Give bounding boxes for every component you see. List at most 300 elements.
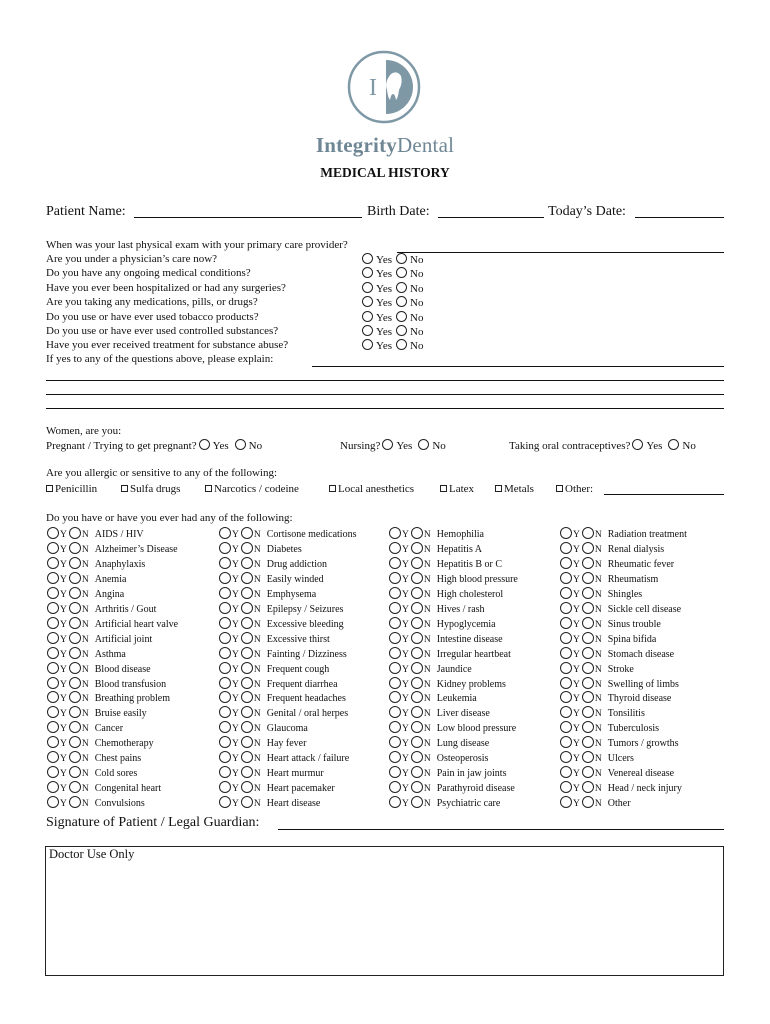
condition-n-radio[interactable] <box>69 662 81 674</box>
condition-n-radio[interactable] <box>582 647 594 659</box>
condition-n-radio[interactable] <box>582 736 594 748</box>
condition-y-label: Y <box>573 634 580 645</box>
condition-n-radio[interactable] <box>411 602 423 614</box>
condition-n-label: N <box>594 739 602 750</box>
condition-n-radio[interactable] <box>69 706 81 718</box>
condition-n-radio[interactable] <box>411 721 423 733</box>
condition-y-radio[interactable] <box>47 602 59 614</box>
condition-y-radio[interactable] <box>47 721 59 733</box>
condition-y-radio[interactable] <box>219 751 231 763</box>
local-anesthetics-checkbox[interactable] <box>329 485 336 492</box>
condition-n-radio[interactable] <box>582 781 594 793</box>
condition-n-radio[interactable] <box>582 602 594 614</box>
condition-item <box>47 796 145 809</box>
condition-n-label: N <box>253 724 261 735</box>
condition-n-radio[interactable] <box>241 706 253 718</box>
condition-n-label: N <box>594 604 602 615</box>
condition-y-radio[interactable] <box>560 736 572 748</box>
condition-n-radio[interactable] <box>582 751 594 763</box>
no-radio[interactable] <box>396 253 407 264</box>
exam-date-field[interactable] <box>397 252 724 253</box>
condition-y-radio[interactable] <box>560 721 572 733</box>
condition-item <box>219 617 344 630</box>
condition-y-label: Y <box>402 724 409 735</box>
condition-y-label: Y <box>573 530 580 540</box>
condition-label: Ulcers <box>607 753 634 765</box>
condition-label: Blood transfusion <box>94 678 167 690</box>
condition-n-radio[interactable] <box>582 557 594 569</box>
condition-n-radio[interactable] <box>241 662 253 674</box>
allergy-latex[interactable] <box>440 483 474 495</box>
yes-label: Yes <box>376 311 393 324</box>
condition-y-radio[interactable] <box>219 527 231 539</box>
metals-checkbox[interactable] <box>495 485 502 492</box>
condition-n-radio[interactable] <box>241 617 253 629</box>
condition-n-radio[interactable] <box>411 542 423 554</box>
condition-y-radio[interactable] <box>389 617 401 629</box>
condition-item <box>560 587 642 600</box>
condition-y-radio[interactable] <box>47 736 59 748</box>
condition-y-radio[interactable] <box>47 751 59 763</box>
condition-y-label: Y <box>573 559 580 570</box>
condition-label: Cortisone medications <box>266 529 357 540</box>
condition-n-radio[interactable] <box>69 796 81 808</box>
condition-y-radio[interactable] <box>389 721 401 733</box>
condition-n-radio[interactable] <box>241 632 253 644</box>
condition-label: Alzheimer’s Disease <box>94 543 178 555</box>
condition-n-radio[interactable] <box>582 721 594 733</box>
today-date-label: Today’s Date: <box>548 204 626 219</box>
condition-n-label: N <box>423 754 431 765</box>
condition-y-radio[interactable] <box>389 572 401 584</box>
allergy-local-anesthetics[interactable] <box>329 483 414 495</box>
condition-n-label: N <box>423 604 431 615</box>
condition-y-label: Y <box>573 679 580 690</box>
sulfa-checkbox[interactable] <box>121 485 128 492</box>
condition-label: Renal dialysis <box>607 543 665 555</box>
condition-y-radio[interactable] <box>47 632 59 644</box>
no-radio[interactable] <box>396 267 407 278</box>
condition-y-radio[interactable] <box>47 542 59 554</box>
no-radio[interactable] <box>396 339 407 350</box>
condition-n-radio[interactable] <box>241 602 253 614</box>
condition-y-label: Y <box>402 589 409 600</box>
condition-y-label: Y <box>573 769 580 780</box>
condition-n-radio[interactable] <box>69 677 81 689</box>
condition-y-label: Y <box>232 739 239 750</box>
condition-n-radio[interactable] <box>411 527 423 539</box>
condition-n-label: N <box>81 649 89 660</box>
condition-y-radio[interactable] <box>389 587 401 599</box>
condition-y-radio[interactable] <box>560 662 572 674</box>
question-5: Do you use or have ever used tobacco products? <box>46 310 259 323</box>
condition-item <box>47 691 170 704</box>
condition-y-radio[interactable] <box>389 542 401 554</box>
condition-y-radio[interactable] <box>560 527 572 539</box>
condition-y-radio[interactable] <box>560 632 572 644</box>
condition-y-radio[interactable] <box>389 602 401 614</box>
condition-item <box>389 781 515 794</box>
yes-radio[interactable] <box>362 339 373 350</box>
condition-y-radio[interactable] <box>219 691 231 703</box>
condition-y-label: Y <box>573 544 580 555</box>
condition-item <box>47 677 166 690</box>
condition-item <box>219 736 306 749</box>
condition-label: Anemia <box>94 573 127 585</box>
condition-y-radio[interactable] <box>560 602 572 614</box>
allergy-metals[interactable] <box>495 483 534 495</box>
condition-n-radio[interactable] <box>582 796 594 808</box>
condition-n-radio[interactable] <box>69 691 81 703</box>
condition-y-label: Y <box>402 530 409 540</box>
condition-item <box>560 527 687 540</box>
condition-n-radio[interactable] <box>582 587 594 599</box>
no-radio[interactable] <box>396 282 407 293</box>
condition-y-radio[interactable] <box>219 647 231 659</box>
condition-n-radio[interactable] <box>241 572 253 584</box>
allergy-label: Sulfa drugs <box>130 483 181 495</box>
explain-field-1[interactable] <box>312 366 724 367</box>
condition-y-label: Y <box>573 664 580 675</box>
condition-n-radio[interactable] <box>241 796 253 808</box>
condition-n-radio[interactable] <box>582 706 594 718</box>
condition-n-radio[interactable] <box>241 736 253 748</box>
condition-n-radio[interactable] <box>582 662 594 674</box>
condition-y-label: Y <box>402 574 409 585</box>
condition-label: Leukemia <box>436 693 477 705</box>
condition-n-radio[interactable] <box>241 691 253 703</box>
yes-radio[interactable] <box>362 267 373 278</box>
women-heading: Women, are you: <box>46 425 122 437</box>
condition-label: Artificial joint <box>94 633 153 645</box>
condition-y-radio[interactable] <box>389 706 401 718</box>
condition-n-label: N <box>423 679 431 690</box>
condition-n-label: N <box>81 634 89 645</box>
condition-y-radio[interactable] <box>560 557 572 569</box>
allergy-other[interactable] <box>556 483 593 495</box>
allergy-penicillin[interactable] <box>46 483 97 495</box>
condition-y-radio[interactable] <box>560 691 572 703</box>
condition-n-radio[interactable] <box>582 542 594 554</box>
latex-checkbox[interactable] <box>440 485 447 492</box>
condition-y-label: Y <box>232 649 239 660</box>
signature-field[interactable] <box>278 829 724 830</box>
condition-y-label: Y <box>402 694 409 705</box>
condition-item <box>219 587 316 600</box>
explain-field-2[interactable] <box>46 380 724 381</box>
condition-item <box>560 662 634 675</box>
condition-n-label: N <box>594 559 602 570</box>
yes-label: Yes <box>376 340 393 353</box>
no-radio[interactable] <box>396 311 407 322</box>
condition-y-radio[interactable] <box>219 796 231 808</box>
form-title: MEDICAL HISTORY <box>320 165 450 180</box>
condition-item <box>389 706 490 719</box>
condition-n-radio[interactable] <box>241 766 253 778</box>
condition-item <box>219 527 356 540</box>
pregnant-label: Pregnant / Trying to get pregnant? <box>46 440 197 452</box>
condition-y-radio[interactable] <box>389 736 401 748</box>
condition-n-radio[interactable] <box>241 647 253 659</box>
condition-y-radio[interactable] <box>389 781 401 793</box>
condition-label: Excessive thirst <box>266 633 330 645</box>
condition-n-label: N <box>423 589 431 600</box>
condition-y-radio[interactable] <box>560 647 572 659</box>
condition-y-radio[interactable] <box>219 662 231 674</box>
condition-item <box>389 662 472 675</box>
condition-y-radio[interactable] <box>560 572 572 584</box>
condition-n-radio[interactable] <box>411 662 423 674</box>
condition-y-label: Y <box>60 530 67 540</box>
pregnant-no-radio[interactable] <box>235 439 246 450</box>
contraceptives-no-label: No <box>682 440 696 452</box>
condition-y-radio[interactable] <box>389 662 401 674</box>
condition-label: Drug addiction <box>266 558 328 570</box>
condition-label: Glaucoma <box>266 723 308 735</box>
condition-label: Sickle cell disease <box>607 603 682 615</box>
condition-n-radio[interactable] <box>69 587 81 599</box>
condition-n-radio[interactable] <box>582 766 594 778</box>
condition-n-radio[interactable] <box>411 751 423 763</box>
condition-n-radio[interactable] <box>69 751 81 763</box>
condition-y-radio[interactable] <box>219 572 231 584</box>
yes-radio[interactable] <box>362 253 373 264</box>
condition-n-radio[interactable] <box>241 677 253 689</box>
condition-n-radio[interactable] <box>411 766 423 778</box>
condition-y-radio[interactable] <box>47 527 59 539</box>
condition-y-radio[interactable] <box>219 632 231 644</box>
condition-y-radio[interactable] <box>389 751 401 763</box>
condition-n-label: N <box>81 784 89 795</box>
condition-n-radio[interactable] <box>69 557 81 569</box>
condition-y-radio[interactable] <box>219 706 231 718</box>
condition-y-radio[interactable] <box>560 766 572 778</box>
condition-y-radio[interactable] <box>219 617 231 629</box>
condition-y-label: Y <box>60 544 67 555</box>
explain-label: If yes to any of the questions above, please explain: <box>46 353 274 365</box>
condition-label: Tonsilitis <box>607 708 645 720</box>
question-2-answer <box>362 267 427 280</box>
yes-radio[interactable] <box>362 325 373 336</box>
condition-y-radio[interactable] <box>47 677 59 689</box>
no-radio[interactable] <box>396 325 407 336</box>
condition-item <box>560 691 671 704</box>
condition-y-radio[interactable] <box>47 647 59 659</box>
condition-n-radio[interactable] <box>241 751 253 763</box>
yes-radio[interactable] <box>362 282 373 293</box>
contraceptives-no-radio[interactable] <box>668 439 679 450</box>
condition-n-radio[interactable] <box>241 587 253 599</box>
condition-y-radio[interactable] <box>47 796 59 808</box>
condition-y-radio[interactable] <box>560 542 572 554</box>
condition-y-radio[interactable] <box>219 542 231 554</box>
nursing-yes-radio[interactable] <box>382 439 393 450</box>
condition-n-radio[interactable] <box>411 587 423 599</box>
condition-n-label: N <box>81 574 89 585</box>
condition-n-radio[interactable] <box>69 766 81 778</box>
allergy-narcotics[interactable] <box>205 483 299 495</box>
condition-n-radio[interactable] <box>582 527 594 539</box>
condition-y-label: Y <box>402 709 409 720</box>
condition-y-radio[interactable] <box>389 557 401 569</box>
condition-y-radio[interactable] <box>47 662 59 674</box>
condition-y-label: Y <box>60 574 67 585</box>
penicillin-checkbox[interactable] <box>46 485 53 492</box>
condition-n-radio[interactable] <box>69 736 81 748</box>
allergy-label: Local anesthetics <box>338 483 415 495</box>
condition-y-radio[interactable] <box>47 572 59 584</box>
condition-n-label: N <box>253 559 261 570</box>
condition-y-radio[interactable] <box>47 617 59 629</box>
condition-label: Venereal disease <box>607 768 675 780</box>
condition-label: Easily winded <box>266 573 324 585</box>
condition-y-radio[interactable] <box>389 691 401 703</box>
condition-n-label: N <box>594 649 602 660</box>
condition-label: Heart disease <box>266 798 321 810</box>
question-6: Do you use or have ever used controlled substances? <box>46 325 279 337</box>
nursing-no-radio[interactable] <box>418 439 429 450</box>
condition-n-radio[interactable] <box>411 557 423 569</box>
condition-n-radio[interactable] <box>582 572 594 584</box>
condition-n-radio[interactable] <box>411 632 423 644</box>
narcotics-checkbox[interactable] <box>205 485 212 492</box>
condition-y-label: Y <box>573 724 580 735</box>
condition-n-radio[interactable] <box>411 706 423 718</box>
yes-radio[interactable] <box>362 311 373 322</box>
explain-field-3[interactable] <box>46 394 724 395</box>
condition-n-radio[interactable] <box>241 557 253 569</box>
condition-n-radio[interactable] <box>582 691 594 703</box>
explain-field-4[interactable] <box>46 408 724 409</box>
condition-label: Hepatitis B or C <box>436 558 503 570</box>
condition-y-radio[interactable] <box>389 527 401 539</box>
condition-item <box>47 572 126 585</box>
condition-y-radio[interactable] <box>560 796 572 808</box>
yes-radio[interactable] <box>362 296 373 307</box>
pregnant-yes-radio[interactable] <box>199 439 210 450</box>
condition-n-radio[interactable] <box>241 542 253 554</box>
condition-y-label: Y <box>232 694 239 705</box>
condition-n-radio[interactable] <box>241 527 253 539</box>
condition-y-radio[interactable] <box>47 557 59 569</box>
condition-label: Jaundice <box>436 663 472 675</box>
condition-y-radio[interactable] <box>560 781 572 793</box>
condition-n-label: N <box>594 679 602 690</box>
condition-y-radio[interactable] <box>389 796 401 808</box>
condition-y-radio[interactable] <box>47 706 59 718</box>
condition-y-radio[interactable] <box>47 691 59 703</box>
condition-y-radio[interactable] <box>219 677 231 689</box>
condition-n-label: N <box>253 619 261 630</box>
question-6-answer <box>362 325 427 338</box>
condition-y-radio[interactable] <box>560 587 572 599</box>
patient-name-field[interactable] <box>134 217 362 218</box>
condition-n-label: N <box>423 574 431 585</box>
condition-label: AIDS / HIV <box>94 529 144 540</box>
condition-y-radio[interactable] <box>389 766 401 778</box>
condition-y-radio[interactable] <box>47 781 59 793</box>
condition-item <box>560 572 658 585</box>
condition-y-label: Y <box>60 709 67 720</box>
condition-label: Swelling of limbs <box>607 678 679 690</box>
condition-y-radio[interactable] <box>219 721 231 733</box>
condition-y-radio[interactable] <box>560 617 572 629</box>
condition-y-radio[interactable] <box>560 706 572 718</box>
allergy-sulfa[interactable] <box>121 483 180 495</box>
condition-n-radio[interactable] <box>69 781 81 793</box>
condition-n-radio[interactable] <box>411 691 423 703</box>
condition-n-radio[interactable] <box>241 721 253 733</box>
condition-label: Intestine disease <box>436 633 503 645</box>
condition-y-radio[interactable] <box>219 781 231 793</box>
no-radio[interactable] <box>396 296 407 307</box>
condition-n-radio[interactable] <box>69 617 81 629</box>
condition-item <box>47 542 178 555</box>
condition-n-radio[interactable] <box>69 647 81 659</box>
condition-y-label: Y <box>573 784 580 795</box>
condition-label: Radiation treatment <box>607 529 687 540</box>
condition-y-radio[interactable] <box>219 587 231 599</box>
condition-y-radio[interactable] <box>389 647 401 659</box>
condition-y-label: Y <box>402 799 409 810</box>
condition-n-radio[interactable] <box>69 527 81 539</box>
condition-n-label: N <box>423 709 431 720</box>
condition-item <box>47 662 151 675</box>
condition-y-radio[interactable] <box>219 602 231 614</box>
condition-y-radio[interactable] <box>219 766 231 778</box>
condition-n-radio[interactable] <box>582 632 594 644</box>
condition-n-radio[interactable] <box>69 572 81 584</box>
other-checkbox[interactable] <box>556 485 563 492</box>
condition-n-radio[interactable] <box>69 542 81 554</box>
condition-y-radio[interactable] <box>219 557 231 569</box>
condition-y-radio[interactable] <box>560 677 572 689</box>
condition-n-radio[interactable] <box>69 632 81 644</box>
signature-label: Signature of Patient / Legal Guardian: <box>46 815 260 830</box>
condition-n-radio[interactable] <box>69 721 81 733</box>
condition-y-radio[interactable] <box>219 736 231 748</box>
condition-n-radio[interactable] <box>411 617 423 629</box>
condition-y-label: Y <box>60 724 67 735</box>
condition-item <box>389 572 518 585</box>
condition-y-radio[interactable] <box>47 766 59 778</box>
condition-n-radio[interactable] <box>411 572 423 584</box>
condition-n-label: N <box>253 634 261 645</box>
condition-item <box>219 647 347 660</box>
condition-item <box>560 781 682 794</box>
condition-n-radio[interactable] <box>411 647 423 659</box>
contraceptives-yes-radio[interactable] <box>632 439 643 450</box>
birth-date-field[interactable] <box>438 217 544 218</box>
condition-n-radio[interactable] <box>411 736 423 748</box>
condition-y-radio[interactable] <box>389 677 401 689</box>
condition-n-radio[interactable] <box>241 781 253 793</box>
condition-n-radio[interactable] <box>411 781 423 793</box>
condition-y-radio[interactable] <box>47 587 59 599</box>
condition-n-label: N <box>253 530 261 540</box>
condition-n-radio[interactable] <box>582 677 594 689</box>
condition-y-radio[interactable] <box>389 632 401 644</box>
condition-n-radio[interactable] <box>411 677 423 689</box>
condition-y-radio[interactable] <box>560 751 572 763</box>
today-date-field[interactable] <box>635 217 724 218</box>
condition-n-label: N <box>423 664 431 675</box>
condition-n-radio[interactable] <box>582 617 594 629</box>
doctor-use-box[interactable] <box>45 846 724 976</box>
allergy-other-field[interactable] <box>604 494 724 495</box>
condition-n-radio[interactable] <box>411 796 423 808</box>
condition-n-radio[interactable] <box>69 602 81 614</box>
